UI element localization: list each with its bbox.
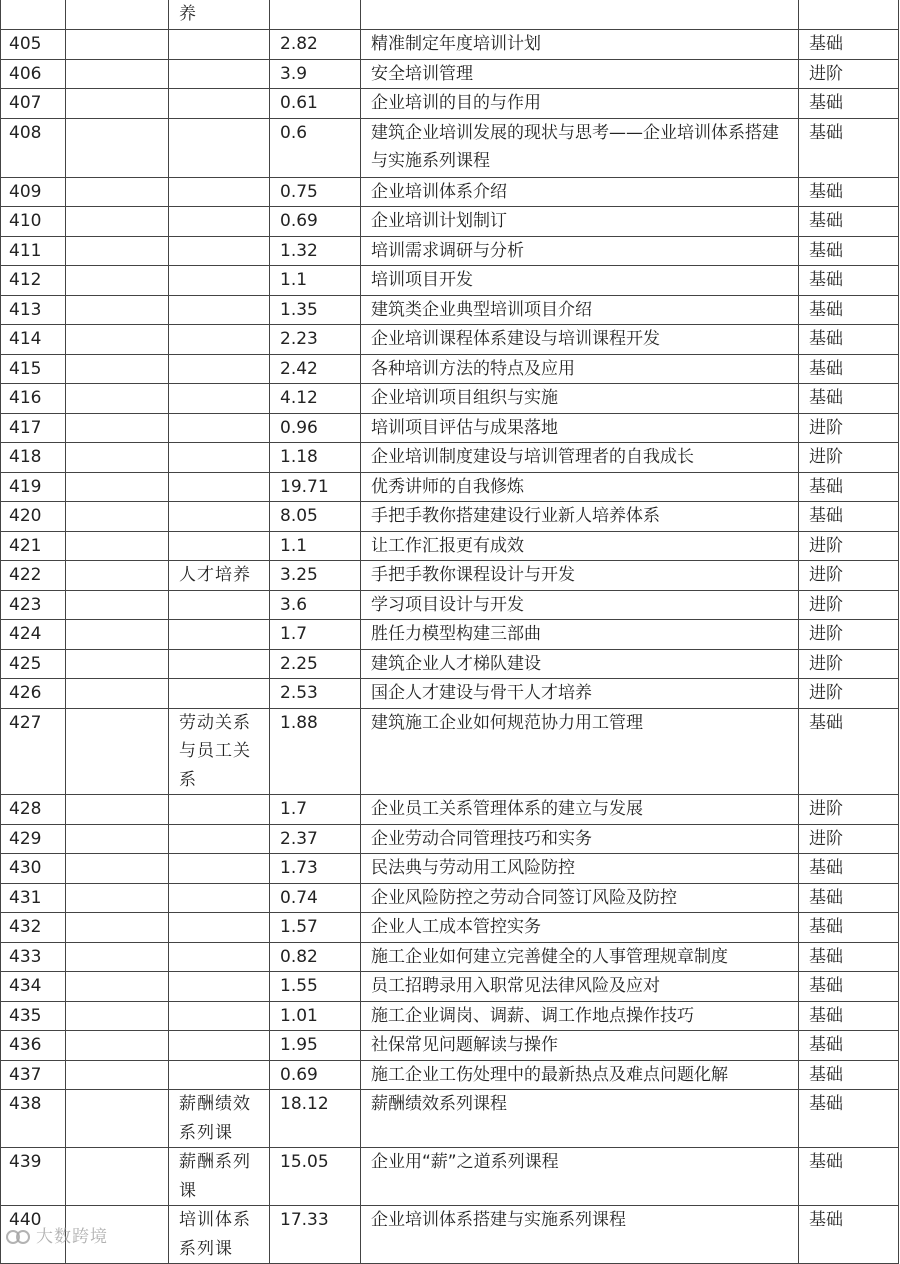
cell-course-name: 企业培训体系搭建与实施系列课程 <box>361 1206 799 1264</box>
cell-category <box>169 443 270 473</box>
cell-category: 劳动关系与员工关系 <box>169 708 270 795</box>
cell-level <box>799 0 899 30</box>
cell-no: 436 <box>1 1031 66 1061</box>
cell-level: 进阶 <box>799 413 899 443</box>
cell-no: 433 <box>1 942 66 972</box>
cell-hours: 17.33 <box>270 1206 361 1264</box>
cell-level: 进阶 <box>799 443 899 473</box>
cell-blank <box>66 854 169 884</box>
table-row <box>1 177 899 207</box>
cell-hours: 2.37 <box>270 824 361 854</box>
cell-no: 423 <box>1 590 66 620</box>
cell-category <box>169 795 270 825</box>
cell-course-name: 优秀讲师的自我修炼 <box>361 472 799 502</box>
cell-hours: 1.18 <box>270 443 361 473</box>
cell-category <box>169 384 270 414</box>
cell-category <box>169 266 270 296</box>
table-row <box>1 708 899 795</box>
table-row <box>1 913 899 943</box>
watermark-text: 大数跨境 <box>36 1227 108 1247</box>
cell-category: 人才培养 <box>169 561 270 591</box>
cell-no: 424 <box>1 620 66 650</box>
table-row <box>1 679 899 709</box>
cell-category <box>169 824 270 854</box>
cell-blank <box>66 590 169 620</box>
cell-course-name: 企业风险防控之劳动合同签订风险及防控 <box>361 883 799 913</box>
cell-hours: 1.7 <box>270 795 361 825</box>
cell-category <box>169 325 270 355</box>
cell-level: 基础 <box>799 118 899 177</box>
cell-no: 415 <box>1 354 66 384</box>
cell-level: 基础 <box>799 502 899 532</box>
cell-course-name: 民法典与劳动用工风险防控 <box>361 854 799 884</box>
table-row <box>1 502 899 532</box>
cell-level: 基础 <box>799 266 899 296</box>
cell-hours: 2.82 <box>270 30 361 60</box>
cell-blank <box>66 502 169 532</box>
cell-blank <box>66 708 169 795</box>
table-row <box>1 89 899 119</box>
table-row <box>1 1090 899 1148</box>
cell-no: 427 <box>1 708 66 795</box>
cell-course-name: 企业培训计划制订 <box>361 207 799 237</box>
cell-level: 基础 <box>799 30 899 60</box>
cell-blank <box>66 0 169 30</box>
cell-category <box>169 649 270 679</box>
cell-hours: 1.95 <box>270 1031 361 1061</box>
cell-blank <box>66 913 169 943</box>
cell-category <box>169 177 270 207</box>
table-row <box>1 295 899 325</box>
cell-no: 414 <box>1 325 66 355</box>
cell-blank <box>66 59 169 89</box>
cell-course-name: 企业培训体系介绍 <box>361 177 799 207</box>
cell-course-name: 培训项目开发 <box>361 266 799 296</box>
cell-hours: 0.96 <box>270 413 361 443</box>
cell-level: 基础 <box>799 1090 899 1148</box>
cell-blank <box>66 207 169 237</box>
cell-no: 438 <box>1 1090 66 1148</box>
cell-level: 基础 <box>799 354 899 384</box>
cell-level: 基础 <box>799 883 899 913</box>
cell-no: 419 <box>1 472 66 502</box>
cell-category: 培训体系系列课 <box>169 1206 270 1264</box>
cell-no: 439 <box>1 1148 66 1206</box>
cell-no: 430 <box>1 854 66 884</box>
cell-level: 基础 <box>799 854 899 884</box>
cell-course-name: 企业人工成本管控实务 <box>361 913 799 943</box>
cell-category <box>169 207 270 237</box>
cell-blank <box>66 942 169 972</box>
table-row <box>1 472 899 502</box>
cell-no: 428 <box>1 795 66 825</box>
cell-level: 基础 <box>799 942 899 972</box>
table-row <box>1 1001 899 1031</box>
cell-blank <box>66 177 169 207</box>
cell-no: 432 <box>1 913 66 943</box>
cell-hours: 1.35 <box>270 295 361 325</box>
cell-level: 基础 <box>799 177 899 207</box>
cell-category <box>169 118 270 177</box>
cell-course-name: 建筑企业培训发展的现状与思考——企业培训体系搭建与实施系列课程 <box>361 118 799 177</box>
cell-hours: 1.01 <box>270 1001 361 1031</box>
cell-hours: 1.55 <box>270 972 361 1002</box>
cell-no: 431 <box>1 883 66 913</box>
cell-no: 405 <box>1 30 66 60</box>
table-row <box>1 325 899 355</box>
cell-no: 411 <box>1 236 66 266</box>
cell-course-name: 员工招聘录用入职常见法律风险及应对 <box>361 972 799 1002</box>
cell-blank <box>66 883 169 913</box>
cell-no: 437 <box>1 1060 66 1090</box>
cell-blank <box>66 531 169 561</box>
cell-no: 425 <box>1 649 66 679</box>
cell-course-name: 建筑企业人才梯队建设 <box>361 649 799 679</box>
cell-hours: 0.6 <box>270 118 361 177</box>
cell-category <box>169 236 270 266</box>
table-row <box>1 649 899 679</box>
cell-course-name: 手把手教你搭建建设行业新人培养体系 <box>361 502 799 532</box>
cell-level: 基础 <box>799 1148 899 1206</box>
table-row <box>1 413 899 443</box>
cell-level: 基础 <box>799 1001 899 1031</box>
cell-course-name: 建筑类企业典型培训项目介绍 <box>361 295 799 325</box>
cell-blank <box>66 824 169 854</box>
cell-level: 基础 <box>799 1031 899 1061</box>
cell-category <box>169 295 270 325</box>
cell-no: 417 <box>1 413 66 443</box>
table-row <box>1 30 899 60</box>
cell-no: 435 <box>1 1001 66 1031</box>
cell-course-name <box>361 0 799 30</box>
cell-no: 407 <box>1 89 66 119</box>
table-row <box>1 236 899 266</box>
cell-blank <box>66 384 169 414</box>
cell-course-name: 企业用“薪”之道系列课程 <box>361 1148 799 1206</box>
cell-course-name: 企业培训课程体系建设与培训课程开发 <box>361 325 799 355</box>
cell-hours: 1.32 <box>270 236 361 266</box>
cell-level: 进阶 <box>799 561 899 591</box>
cell-hours: 0.82 <box>270 942 361 972</box>
table-row <box>1 883 899 913</box>
cell-blank <box>66 795 169 825</box>
cell-course-name: 精准制定年度培训计划 <box>361 30 799 60</box>
cell-hours: 4.12 <box>270 384 361 414</box>
cell-blank <box>66 1031 169 1061</box>
cell-no: 406 <box>1 59 66 89</box>
cell-course-name: 施工企业工伤处理中的最新热点及难点问题化解 <box>361 1060 799 1090</box>
cell-hours: 0.69 <box>270 1060 361 1090</box>
cell-blank <box>66 1001 169 1031</box>
cell-course-name: 建筑施工企业如何规范协力用工管理 <box>361 708 799 795</box>
cell-level: 基础 <box>799 236 899 266</box>
cell-category <box>169 1060 270 1090</box>
cell-category <box>169 854 270 884</box>
cell-hours: 1.57 <box>270 913 361 943</box>
cell-level: 进阶 <box>799 679 899 709</box>
cell-course-name: 各种培训方法的特点及应用 <box>361 354 799 384</box>
cell-blank <box>66 1090 169 1148</box>
course-table-body <box>1 0 899 1264</box>
cell-category <box>169 59 270 89</box>
cell-blank <box>66 118 169 177</box>
table-row <box>1 207 899 237</box>
table-row <box>1 531 899 561</box>
cell-category <box>169 1031 270 1061</box>
cell-category <box>169 30 270 60</box>
cell-hours: 2.23 <box>270 325 361 355</box>
cell-level: 基础 <box>799 325 899 355</box>
table-row <box>1 443 899 473</box>
cell-blank <box>66 679 169 709</box>
cell-course-name: 企业培训项目组织与实施 <box>361 384 799 414</box>
table-row <box>1 354 899 384</box>
cell-course-name: 薪酬绩效系列课程 <box>361 1090 799 1148</box>
cell-category: 薪酬绩效系列课 <box>169 1090 270 1148</box>
cell-course-name: 手把手教你课程设计与开发 <box>361 561 799 591</box>
cell-category <box>169 413 270 443</box>
cell-blank <box>66 325 169 355</box>
cell-course-name: 社保常见问题解读与操作 <box>361 1031 799 1061</box>
cell-course-name: 施工企业调岗、调薪、调工作地点操作技巧 <box>361 1001 799 1031</box>
table-row <box>1 1206 899 1264</box>
cell-blank <box>66 89 169 119</box>
cell-level: 进阶 <box>799 795 899 825</box>
cell-no: 426 <box>1 679 66 709</box>
cell-blank <box>66 236 169 266</box>
cell-category <box>169 590 270 620</box>
cell-no: 409 <box>1 177 66 207</box>
table-row <box>1 620 899 650</box>
cell-level: 进阶 <box>799 824 899 854</box>
cell-hours: 1.7 <box>270 620 361 650</box>
cell-course-name: 企业员工关系管理体系的建立与发展 <box>361 795 799 825</box>
cell-no: 413 <box>1 295 66 325</box>
cell-category <box>169 913 270 943</box>
cell-hours: 0.61 <box>270 89 361 119</box>
watermark <box>6 1222 108 1247</box>
table-row <box>1 1148 899 1206</box>
cell-course-name: 安全培训管理 <box>361 59 799 89</box>
cell-course-name: 培训项目评估与成果落地 <box>361 413 799 443</box>
cell-blank <box>66 295 169 325</box>
cell-blank <box>66 30 169 60</box>
cell-hours: 1.1 <box>270 266 361 296</box>
cell-category <box>169 502 270 532</box>
cell-blank <box>66 413 169 443</box>
cell-level: 进阶 <box>799 649 899 679</box>
cell-category <box>169 942 270 972</box>
cell-hours: 8.05 <box>270 502 361 532</box>
table-row <box>1 1060 899 1090</box>
cell-course-name: 企业培训的目的与作用 <box>361 89 799 119</box>
cell-level: 基础 <box>799 89 899 119</box>
cell-blank <box>66 1148 169 1206</box>
cell-blank <box>66 472 169 502</box>
cell-course-name: 培训需求调研与分析 <box>361 236 799 266</box>
table-row <box>1 795 899 825</box>
cell-category <box>169 472 270 502</box>
cell-course-name: 胜任力模型构建三部曲 <box>361 620 799 650</box>
table-row <box>1 384 899 414</box>
cell-hours <box>270 0 361 30</box>
cell-course-name: 企业劳动合同管理技巧和实务 <box>361 824 799 854</box>
cell-level: 基础 <box>799 972 899 1002</box>
table-row <box>1 972 899 1002</box>
cell-hours: 0.69 <box>270 207 361 237</box>
cell-hours: 2.25 <box>270 649 361 679</box>
cell-hours: 18.12 <box>270 1090 361 1148</box>
cell-course-name: 企业培训制度建设与培训管理者的自我成长 <box>361 443 799 473</box>
cell-category: 薪酬系列课 <box>169 1148 270 1206</box>
cell-no: 429 <box>1 824 66 854</box>
table-row <box>1 590 899 620</box>
cell-level: 基础 <box>799 1060 899 1090</box>
table-row <box>1 1031 899 1061</box>
table-row <box>1 942 899 972</box>
table-row <box>1 266 899 296</box>
cell-hours: 1.73 <box>270 854 361 884</box>
cell-category <box>169 531 270 561</box>
cell-no: 412 <box>1 266 66 296</box>
cell-hours: 15.05 <box>270 1148 361 1206</box>
cell-category <box>169 972 270 1002</box>
cell-category <box>169 620 270 650</box>
cell-hours: 1.1 <box>270 531 361 561</box>
cell-level: 基础 <box>799 913 899 943</box>
cell-no: 408 <box>1 118 66 177</box>
cell-no: 434 <box>1 972 66 1002</box>
cell-blank <box>66 620 169 650</box>
cell-hours: 19.71 <box>270 472 361 502</box>
cell-category <box>169 679 270 709</box>
cell-course-name: 让工作汇报更有成效 <box>361 531 799 561</box>
cell-hours: 1.88 <box>270 708 361 795</box>
cell-level: 进阶 <box>799 59 899 89</box>
cell-blank <box>66 561 169 591</box>
cell-no: 410 <box>1 207 66 237</box>
cell-blank <box>66 649 169 679</box>
cell-level: 基础 <box>799 384 899 414</box>
cell-level: 进阶 <box>799 590 899 620</box>
cell-category <box>169 883 270 913</box>
table-row <box>1 854 899 884</box>
cell-hours: 0.74 <box>270 883 361 913</box>
table-row-continuation <box>1 0 899 30</box>
cell-hours: 3.9 <box>270 59 361 89</box>
cell-level: 基础 <box>799 1206 899 1264</box>
cell-blank <box>66 266 169 296</box>
cell-hours: 0.75 <box>270 177 361 207</box>
cell-level: 基础 <box>799 207 899 237</box>
cell-no: 422 <box>1 561 66 591</box>
cell-blank <box>66 1060 169 1090</box>
cell-no: 418 <box>1 443 66 473</box>
cell-blank <box>66 354 169 384</box>
cell-category: 养 <box>169 0 270 30</box>
cell-level: 基础 <box>799 295 899 325</box>
table-row <box>1 824 899 854</box>
table-row <box>1 561 899 591</box>
cell-course-name: 施工企业如何建立完善健全的人事管理规章制度 <box>361 942 799 972</box>
cell-no <box>1 0 66 30</box>
watermark-logo-icon <box>6 1227 32 1247</box>
cell-no: 420 <box>1 502 66 532</box>
cell-no: 421 <box>1 531 66 561</box>
cell-hours: 3.6 <box>270 590 361 620</box>
cell-course-name: 学习项目设计与开发 <box>361 590 799 620</box>
cell-no: 416 <box>1 384 66 414</box>
cell-hours: 2.53 <box>270 679 361 709</box>
cell-course-name: 国企人才建设与骨干人才培养 <box>361 679 799 709</box>
cell-category <box>169 354 270 384</box>
cell-hours: 2.42 <box>270 354 361 384</box>
cell-hours: 3.25 <box>270 561 361 591</box>
cell-level: 进阶 <box>799 620 899 650</box>
cell-no: 440 <box>1 1206 66 1264</box>
cell-category <box>169 1001 270 1031</box>
table-row <box>1 59 899 89</box>
cell-blank <box>66 972 169 1002</box>
cell-level: 基础 <box>799 472 899 502</box>
table-row <box>1 118 899 177</box>
cell-level: 进阶 <box>799 531 899 561</box>
cell-category <box>169 89 270 119</box>
cell-level: 基础 <box>799 708 899 795</box>
cell-blank <box>66 443 169 473</box>
